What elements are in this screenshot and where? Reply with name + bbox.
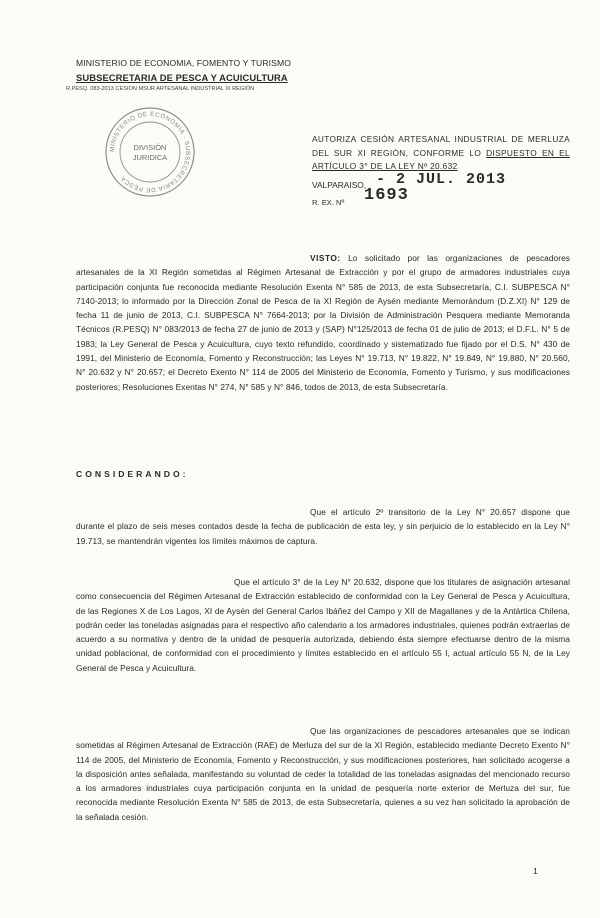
subsecretaria-name: SUBSECRETARIA DE PESCA Y ACUICULTURA — [76, 72, 288, 83]
considerando-paragraph-2 — [76, 575, 570, 675]
date-stamp: - 2 JUL. 2013 — [376, 171, 507, 188]
resolution-title — [312, 133, 570, 174]
ministry-name: MINISTERIO DE ECONOMIA, FOMENTO Y TURISMO — [76, 58, 291, 68]
title-underlined: DISPUESTO EN EL ARTÍCULO 3° DE LA LEY Nº 20.632 — [312, 147, 570, 171]
visto-label: VISTO: — [310, 253, 341, 263]
title-main: AUTORIZA CESIÓN ARTESANAL INDUSTRIAL DE MERLUZA DEL SUR XI REGIÓN, CONFORME LO — [312, 134, 570, 158]
considerando-paragraph-1 — [76, 505, 570, 548]
considerando-text-3: Que las organizaciones de pescadores artesanales que se indican sometidas al Régimen Artesanal de Extracción (RAE) de Merluza del sur de la XI Región, establecido mediante Decreto Exento N° 114 de 2005, del Ministerio de Economía, Fomento y Reconstrucción, y sus modificaciones posteriores, han solicitado acogerse a la disposición antes señalada, manifestando su voluntad de ceder la totalidad de las toneladas asignadas del mencionado recurso a los armadores industriales cuya participación conjunta en la unidad de pesquería norte exterior de Merluza del sur, fue reconocida mediante Resolución Exenta N° 585 de 2013, de esta Subsecretaría, quienes a su vez han solicitado la aprobación de la señalada cesión. — [76, 726, 570, 822]
stamp-outer-ring — [106, 108, 194, 196]
division-juridica-stamp — [102, 104, 198, 200]
stamp-ring-text — [109, 111, 191, 193]
stamp-center-line2: JURIDICA — [132, 153, 168, 162]
stamp-ring-textpath: MINISTERIO DE ECONOMIA · SUBSECRETARIA DE PESCA — [108, 110, 192, 194]
stamp-center-line1: DIVISIÓN — [133, 143, 167, 152]
visto-paragraph — [76, 251, 570, 394]
considerando-heading: CONSIDERANDO: — [76, 469, 189, 479]
date-place: VALPARAISO, — [312, 180, 367, 190]
resolution-number: 1693 — [364, 186, 409, 205]
considerando-paragraph-3 — [76, 724, 570, 824]
stamp-inner-ring — [120, 122, 180, 182]
considerando-text-1: Que el artículo 2º transitorio de la Ley N° 20.657 dispone que durante el plazo de seis meses contados desde la fecha de publicación de esta ley, y sin perjuicio de lo establecido en la Ley N° 19.713, se mantendrán vigentes los límites máximos de captura. — [76, 507, 570, 546]
visto-text: Lo solicitado por las organizaciones de pescadores artesanales de la XI Región sometidas al Régimen Artesanal de Extracción y por el grupo de armadores industriales cuya participación conjunta fue reconocida mediante Resolución Exenta N° 585 de 2013, de esta Subsecretaría, C.I. SUBPESCA N° 7140-2013; lo informado por la Dirección Zonal de Pesca de la XI Región de Aysén mediante Memorándum (D.Z.XI) N° 129 de fecha 11 de junio de 2013, C.I. SUBPESCA N° 7664-2013; por la División de Administración Pesquera mediante Memoranda Técnicos (R.PESQ) N° 083/2013 de fecha 27 de junio de 2013 y (SAP) N°125/2013 de fecha 01 de julio de 2013; el D.F.L. N° 5 de 1983; la Ley General de Pesca y Acuicultura, cuyo texto refundido, coordinado y sistematizado fue fijado por el D.S. N° 430 de 1991, del Ministerio de Economía, Fomento y Reconstrucción; las Leyes N° 19.713, N° 19.822, N° 19.849, N° 19.880, N° 20.560, N° 20.632 y N° 20.657; el Decreto Exento N° 114 de 2005 del Ministerio de Economía, Fomento y Turismo, y sus modificaciones posteriores; Resoluciones Exentas N° 274, N° 585 y N° 846, todos de 2013, de esta Subsecretaría. — [76, 253, 570, 392]
resolution-label: R. EX. Nº — [312, 198, 345, 207]
considerando-text-2: Que el artículo 3° de la Ley N° 20.632, dispone que los titulares de asignación artesanal como consecuencia del Régimen Artesanal de Extracción establecido de conformidad con la Ley General de Pesca y Acuicultura, de las Regiones X de Los Lagos, XI de Aysén del General Carlos Ibáñez del Campo y XII de Magallanes y de la Antártica Chilena, podrán ceder las toneladas asignadas para el respectivo año calendario a los armadores industriales, quienes podrán extraerlas de acuerdo a su normativa y dentro de la unidad de pesquería autorizada, debiendo ésta siempre efectuarse dentro de la misma unidad poblacional, de conformidad con el procedimiento y límites establecido en el artículo 55 I, actual artículo 55 N, de la Ley General de Pesca y Acuicultura. — [76, 577, 570, 673]
page-number: 1 — [533, 866, 538, 876]
reference-line: R.PESQ. 083-2013 CESION MSUR ARTESANAL INDUSTRIAL XI REGIÓN — [66, 86, 255, 92]
